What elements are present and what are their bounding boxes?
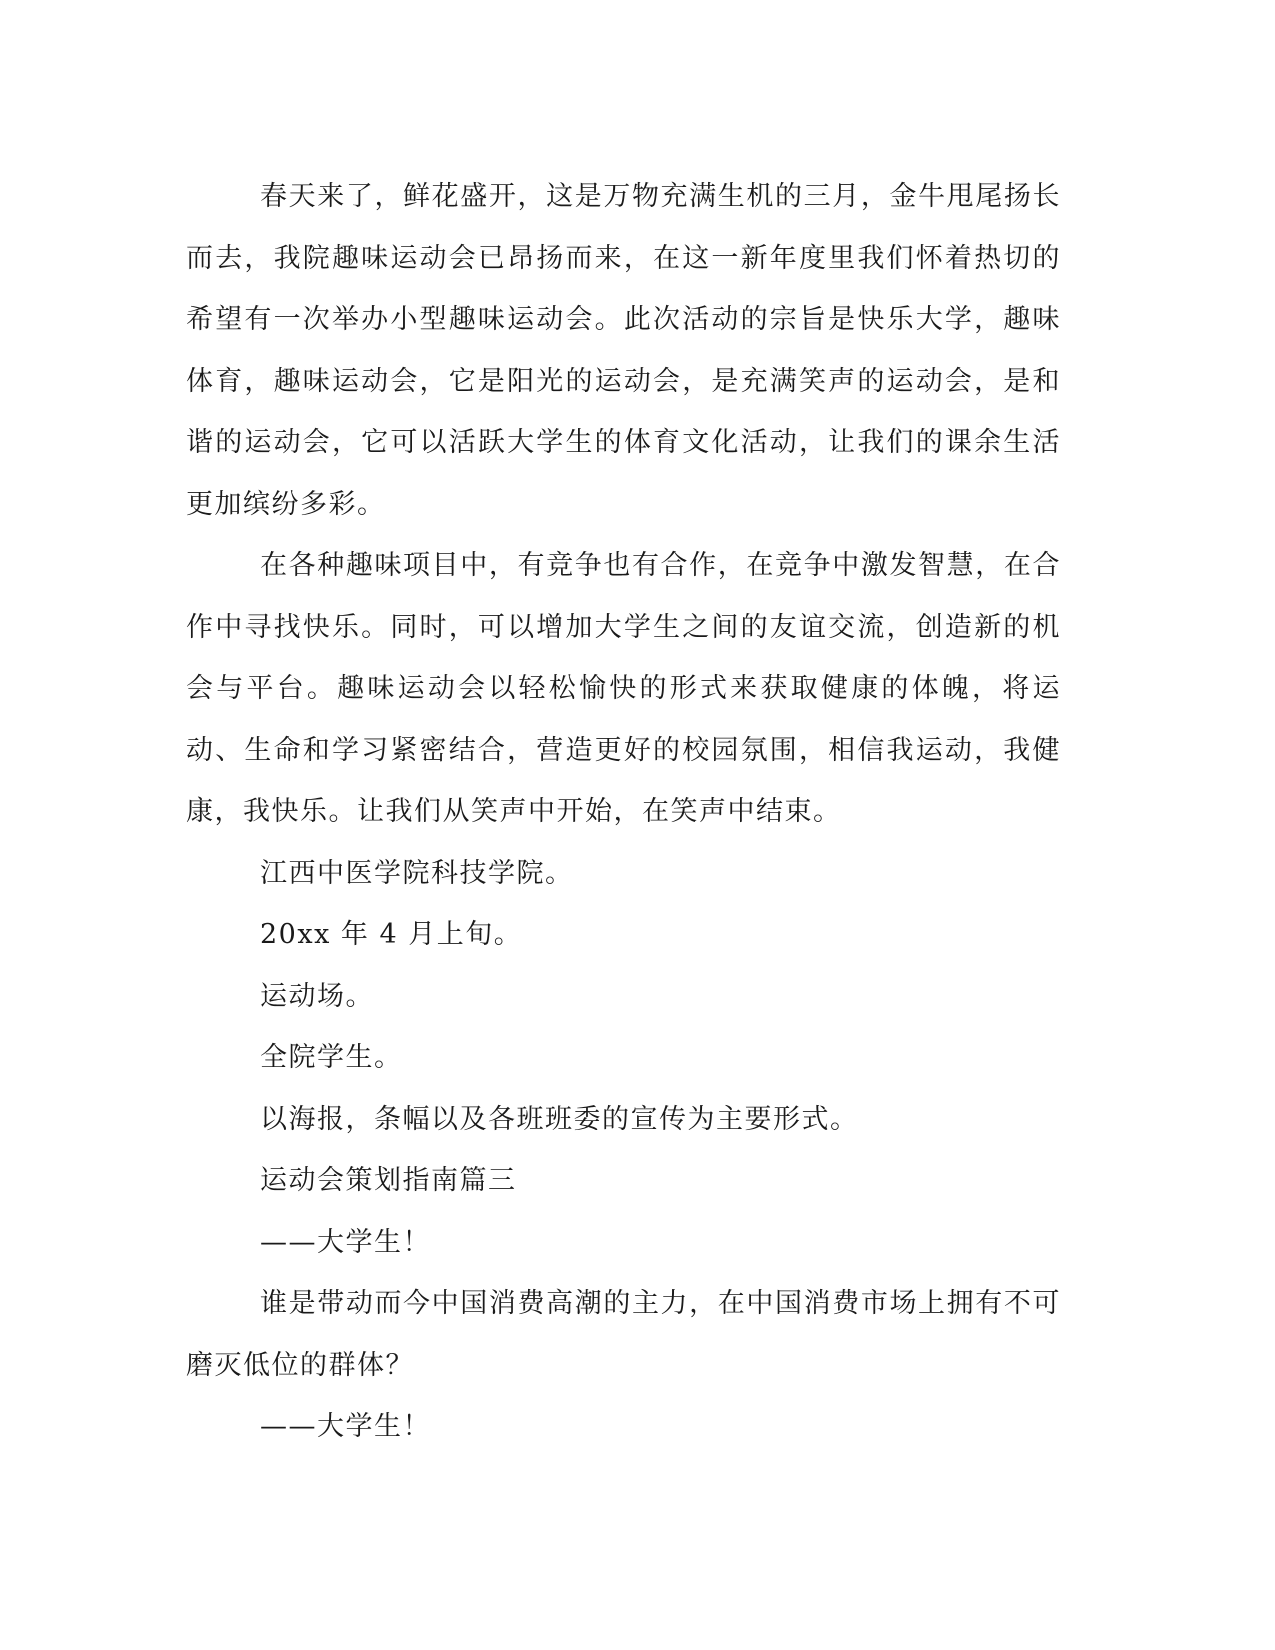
answer-line-1: ——大学生！ bbox=[260, 1226, 431, 1258]
question-paragraph: 谁是带动而今中国消费高潮的主力，在中国消费市场上拥有不可磨灭低位的群体？ bbox=[186, 1288, 1061, 1381]
organizer-line: 江西中医学院科技学院。 bbox=[260, 857, 574, 889]
document-body bbox=[186, 166, 1061, 1458]
section-title: 运动会策划指南篇三 bbox=[260, 1165, 517, 1196]
venue-line: 运动场。 bbox=[260, 980, 374, 1012]
answer-line-2: ——大学生！ bbox=[260, 1411, 431, 1442]
date-line: 20xx 年 4 月上旬。 bbox=[260, 919, 523, 950]
intro-paragraph: 春天来了，鲜花盛开，这是万物充满生机的三月，金牛甩尾扬长而去，我院趣味运动会已昂扬而来，在这一新年度里我们怀着热切的希望有一次举办小型趣味运动会。此次活动的宗旨是快乐大学，趣味体育，趣味运动会，它是阳光的运动会，是充满笑声的运动会，是和谐的运动会，它可以活跃大学生的体育文化活动，让我们的课余生活更加缤纷多彩。 bbox=[186, 181, 1061, 520]
promotion-line: 以海报，条幅以及各班班委的宣传为主要形式。 bbox=[260, 1103, 859, 1135]
purpose-paragraph: 在各种趣味项目中，有竞争也有合作，在竞争中激发智慧，在合作中寻找快乐。同时，可以增加大学生之间的友谊交流，创造新的机会与平台。趣味运动会以轻松愉快的形式来获取健康的体魄，将运动、生命和学习紧密结合，营造更好的校园氛围，相信我运动，我健康，我快乐。让我们从笑声中开始，在笑声中结束。 bbox=[186, 550, 1061, 827]
participants-line: 全院学生。 bbox=[260, 1042, 403, 1073]
